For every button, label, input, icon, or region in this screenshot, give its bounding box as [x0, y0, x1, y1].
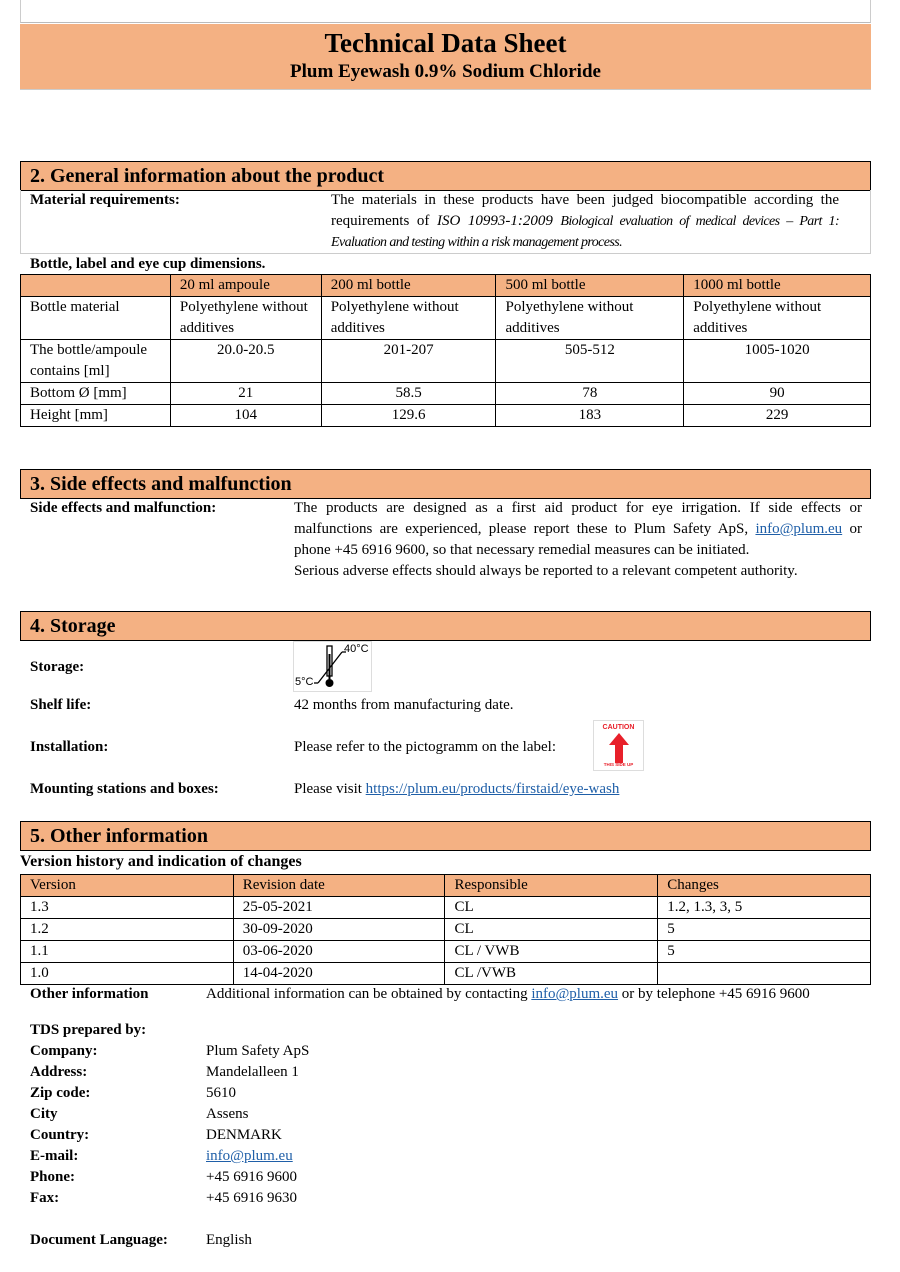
side-effects-text-part2: or phone +45 6916 9600, so that necessary remedial measures can be initiated.	[294, 521, 862, 558]
dim-header-cell: 20 ml ampoule	[170, 275, 321, 297]
version-cell: CL	[445, 897, 658, 919]
caution-bottom-label: THIS SIDE UP	[603, 762, 634, 767]
version-header-cell: Revision date	[233, 875, 445, 897]
version-header-cell: Responsible	[445, 875, 658, 897]
dim-cell: 201-207	[321, 340, 496, 383]
phone-value: +45 6916 9600	[206, 1169, 297, 1185]
company-label: Company:	[30, 1043, 98, 1059]
dim-cell: Polyethylene without additives	[496, 297, 684, 340]
other-info-text-part2: or by telephone +45 6916 9600	[621, 986, 810, 1002]
dim-cell: Polyethylene without additives	[321, 297, 496, 340]
section-2-heading: 2. General information about the product	[20, 161, 871, 191]
table-row	[21, 297, 871, 340]
storage-label: Storage:	[30, 659, 85, 675]
caution-this-side-up-icon	[593, 720, 644, 771]
dim-header-cell: 1000 ml bottle	[684, 275, 871, 297]
dim-cell: 21	[170, 383, 321, 405]
other-info-text-part1: Additional information can be obtained by contacting	[206, 986, 528, 1002]
section-3-heading: 3. Side effects and malfunction	[20, 469, 871, 499]
shelf-life-label: Shelf life:	[30, 697, 92, 713]
dim-cell: 1005-1020	[684, 340, 871, 383]
version-table	[20, 874, 871, 985]
dim-cell: Height [mm]	[21, 405, 171, 427]
side-effects-label: Side effects and malfunction:	[30, 500, 217, 516]
section-5-heading: 5. Other information	[20, 821, 871, 851]
version-cell: 5	[658, 919, 871, 941]
prepared-by-label: TDS prepared by:	[30, 1022, 147, 1038]
zip-value: 5610	[206, 1085, 236, 1101]
material-text-part1: The materials in these products have been judged biocompatible according the requirements of	[331, 192, 839, 229]
address-label: Address:	[30, 1064, 88, 1080]
table-row	[21, 405, 871, 427]
material-text	[331, 190, 839, 253]
dim-cell: 90	[684, 383, 871, 405]
version-cell: 1.2	[21, 919, 234, 941]
table-row	[21, 340, 871, 383]
section-4-heading: 4. Storage	[20, 611, 871, 641]
material-label: Material requirements:	[30, 192, 180, 208]
side-effects-text	[294, 498, 862, 561]
email-link[interactable]: info@plum.eu	[206, 1148, 293, 1164]
dim-cell: 505-512	[496, 340, 684, 383]
version-header-row	[21, 875, 871, 897]
company-value: Plum Safety ApS	[206, 1043, 310, 1059]
version-cell: 03-06-2020	[233, 941, 445, 963]
version-cell: 14-04-2020	[233, 963, 445, 985]
email-label: E-mail:	[30, 1148, 79, 1164]
temp-min-label: 5°C	[295, 676, 314, 688]
table-row	[21, 941, 871, 963]
dim-header-cell: 200 ml bottle	[321, 275, 496, 297]
version-cell: 25-05-2021	[233, 897, 445, 919]
dim-cell: 20.0-20.5	[170, 340, 321, 383]
country-label: Country:	[30, 1127, 90, 1143]
phone-label: Phone:	[30, 1169, 75, 1185]
arrow-up-icon	[609, 733, 629, 763]
table-row	[21, 897, 871, 919]
version-caption: Version history and indication of changes	[20, 853, 302, 870]
version-cell: 5	[658, 941, 871, 963]
other-info-email-link[interactable]: info@plum.eu	[531, 986, 619, 1002]
fax-label: Fax:	[30, 1190, 60, 1206]
document-subtitle: Plum Eyewash 0.9% Sodium Chloride	[290, 61, 601, 82]
other-info-label: Other information	[30, 986, 149, 1002]
dim-cell: Polyethylene without additives	[684, 297, 871, 340]
version-cell: 30-09-2020	[233, 919, 445, 941]
document-header	[20, 24, 871, 90]
dim-cell: 229	[684, 405, 871, 427]
material-text-part2: Biological evaluation of medical devices – Part 1: Evaluation and testing within a risk management process.	[331, 214, 840, 250]
side-effects-text-serious: Serious adverse effects should always be reported to a relevant competent authority.	[294, 563, 798, 579]
side-effects-email-link[interactable]: info@plum.eu	[755, 521, 843, 537]
mounting-link[interactable]: https://plum.eu/products/firstaid/eye-wash	[365, 781, 620, 797]
table-row	[21, 383, 871, 405]
table-row	[21, 919, 871, 941]
material-iso: ISO 10993-1:2009	[436, 213, 553, 229]
mounting-text-prefix: Please visit	[294, 781, 362, 797]
dim-cell: 129.6	[321, 405, 496, 427]
document-title: Technical Data Sheet	[324, 28, 567, 58]
header-top-border	[20, 0, 871, 23]
version-cell	[658, 963, 871, 985]
installation-text: Please refer to the pictogramm on the label:	[294, 739, 556, 755]
language-value: English	[206, 1232, 252, 1248]
version-cell: CL	[445, 919, 658, 941]
dim-cell: Bottle material	[21, 297, 171, 340]
version-header-cell: Changes	[658, 875, 871, 897]
other-info-text	[206, 984, 810, 1005]
temperature-limit-icon	[293, 641, 372, 692]
mounting-text	[294, 779, 619, 800]
address-value: Mandelalleen 1	[206, 1064, 299, 1080]
city-label: City	[30, 1106, 58, 1122]
language-label: Document Language:	[30, 1232, 168, 1248]
side-effects-text-part1: The products are designed as a first aid product for eye irrigation. If side effects or malfunctions are experienced, please report these to Plum Safety ApS,	[294, 500, 862, 537]
mounting-label: Mounting stations and boxes:	[30, 781, 219, 797]
zip-label: Zip code:	[30, 1085, 91, 1101]
dimensions-header-row	[21, 275, 871, 297]
caution-top-label: CAUTION	[602, 724, 635, 731]
installation-label: Installation:	[30, 739, 109, 755]
version-cell: 1.1	[21, 941, 234, 963]
city-value: Assens	[206, 1106, 249, 1122]
version-cell: 1.0	[21, 963, 234, 985]
version-cell: 1.2, 1.3, 3, 5	[658, 897, 871, 919]
dim-header-cell: 500 ml bottle	[496, 275, 684, 297]
dimensions-caption: Bottle, label and eye cup dimensions.	[30, 256, 266, 272]
dim-cell: The bottle/ampoule contains [ml]	[21, 340, 171, 383]
version-cell: CL / VWB	[445, 941, 658, 963]
dim-cell: 58.5	[321, 383, 496, 405]
version-cell: 1.3	[21, 897, 234, 919]
dim-cell: Bottom Ø [mm]	[21, 383, 171, 405]
dimensions-table	[20, 274, 871, 427]
dim-cell: 78	[496, 383, 684, 405]
dim-cell: 104	[170, 405, 321, 427]
dim-header-cell	[21, 275, 171, 297]
temp-max-label: 40°C	[344, 643, 369, 655]
version-header-cell: Version	[21, 875, 234, 897]
table-row	[21, 963, 871, 985]
dim-cell: 183	[496, 405, 684, 427]
version-cell: CL /VWB	[445, 963, 658, 985]
country-value: DENMARK	[206, 1127, 282, 1143]
fax-value: +45 6916 9630	[206, 1190, 297, 1206]
dim-cell: Polyethylene without additives	[170, 297, 321, 340]
shelf-life-text: 42 months from manufacturing date.	[294, 697, 514, 713]
